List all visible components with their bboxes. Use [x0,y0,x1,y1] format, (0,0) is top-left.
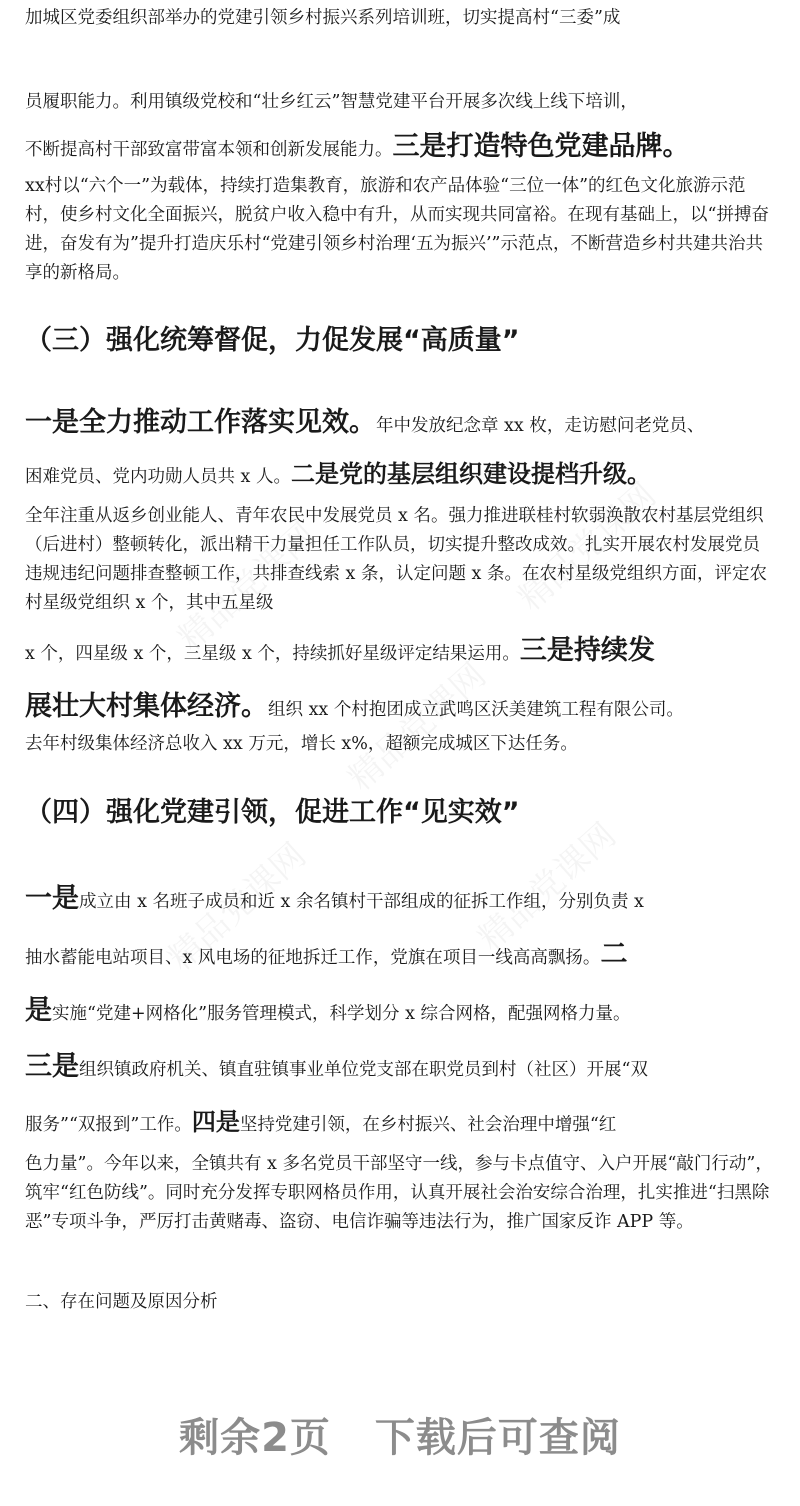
bold-heading: 展壮大村集体经济。 [25,691,268,722]
paragraph: 色力量”。今年以来，全镇共有 x 多名党员干部坚守一线，参与卡点值守、入户开展“敲门行动”，筑牢“红色防线”。同时充分发挥专职网格员作用，认真开展社会治安综合治理，扎实推进“扫黑除恶”专项斗争，严厉打击黄赌毒、盗窃、电信诈骗等违法行为，推广国家反诈 APP 等。 [25,1154,773,1232]
section-title: 二、存在问题及原因分析 [25,1292,218,1312]
text-line: 一是成立由 x 名班子成员和近 x 余名镇村干部组成的征拆工作组，分别负责 x [25,883,644,914]
paragraph: xx村以“六个一”为载体，持续打造集教育，旅游和农产品体验“三位一体”的红色文化旅游示范村，使乡村文化全面振兴，脱贫户收入稳中有升，从而实现共同富裕。在现有基础上，以“拼搏奋进，奋发有为”提升打造庆乐村“党建引领乡村治理‘五为振兴’”示范点，不断营造乡村共建共治共享的新格局。 [25,176,769,283]
text-line: 展壮大村集体经济。组织 xx 个村抱团成立武鸣区沃美建筑工程有限公司。 [25,691,684,722]
bold-heading: 二 [600,939,628,970]
bold-heading: 是 [25,995,52,1026]
bold-heading: 三是持续发 [519,635,655,666]
text-line: 是实施“党建+网格化”服务管理模式，科学划分 x 综合网格，配强网格力量。 [25,995,631,1026]
section-heading: （四）强化党建引领，促进工作“见实效” [25,797,520,828]
bold-heading: 一是全力推动工作落实见效。 [25,407,376,438]
text-line: 一是全力推动工作落实见效。年中发放纪念章 xx 枚，走访慰问老党员、 [25,407,705,438]
bold-heading: 四是 [191,1108,240,1136]
text-line: 服务”“双报到”工作。四是坚持党建引领，在乡村振兴、社会治理中增强“红 [25,1108,617,1136]
watermark [335,649,494,799]
text-line: 员履职能力。利用镇级党校和“壮乡红云”智慧党建平台开展多次线上线下培训， [25,92,638,112]
remaining-pages-label: 剩余2页 [179,1415,331,1461]
download-prompt[interactable] [0,1406,800,1463]
bold-heading: 三是打造特色党建品牌。 [392,131,690,162]
text-line: 抽水蓄能电站项目、x 风电场的征地拆迁工作，党旗在项目一线高高飘扬。二 [25,939,628,970]
bold-heading: 三是 [25,1051,79,1082]
text-line: 三是组织镇政府机关、镇直驻镇事业单位党支部在职党员到村（社区）开展“双 [25,1051,648,1082]
bold-heading: 二是党的基层组织建设提档升级。 [291,460,651,488]
text-line: x 个，四星级 x 个，三星级 x 个，持续抓好星级评定结果运用。三是持续发 [25,635,655,666]
section-heading: （三）强化统筹督促，力促发展“高质量” [25,325,520,356]
text-line: 加城区党委组织部举办的党建引领乡村振兴系列培训班，切实提高村“三委”成 [25,8,621,28]
text-line: 困难党员、党内功勋人员共 x 人。二是党的基层组织建设提档升级。 [25,460,651,488]
text-line: 去年村级集体经济总收入 xx 万元，增长 x%，超额完成城区下达任务。 [25,734,578,754]
text-line: 不断提高村干部致富带富本领和创新发展能力。三是打造特色党建品牌。 [25,131,690,162]
paragraph: 全年注重从返乡创业能人、青年农民中发展党员 x 名。强力推进联桂村软弱涣散农村基层党组织（后进村）整顿转化，派出精干力量担任工作队员，切实提升整改成效。扎实开展农村发展党员违规违纪问题排查整顿工作，共排查线索 x 条，认定问题 x 条。在农村星级党组织方面，评定农村星级党组织 x 个，其中五星级 [25,506,767,613]
bold-heading: 一是 [25,883,79,914]
download-to-view-label: 下载后可查阅 [374,1415,621,1461]
